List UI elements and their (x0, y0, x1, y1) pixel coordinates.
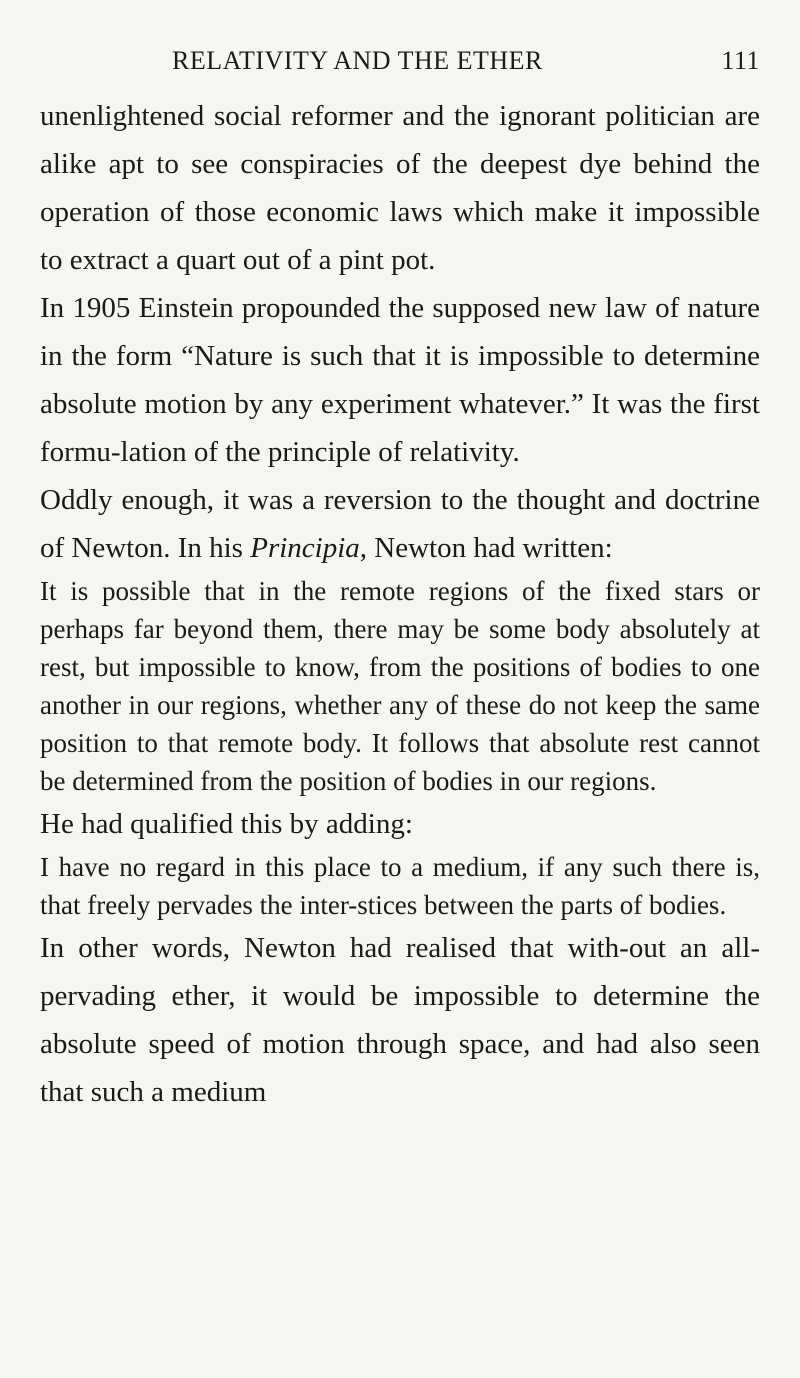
block-quote: It is possible that in the remote regions of the fixed stars or perhaps far beyond them, there may be some body absolutely at rest, but impossible to know, from the positions of bodies to one another in our regions, whether any of these do not keep the same position to that remote body. It follows that absolute rest cannot be determined from the position of bodies in our regions. (40, 576, 760, 796)
paragraph: He had qualified this by adding: (40, 808, 413, 840)
paragraph: In other words, Newton had realised that with-out an all-pervading ether, it would be impossible to determine the absolute speed of motion through space, and had also seen that such a medium (40, 932, 760, 1108)
page-number: 111 (721, 46, 760, 75)
running-header (40, 46, 760, 86)
running-title: RELATIVITY AND THE ETHER (172, 46, 543, 75)
paragraph-text: , Newton had written: (359, 532, 613, 564)
block-quote: I have no regard in this place to a medium, if any such there is, that freely pervades the inter-stices between the parts of bodies. (40, 852, 760, 920)
paragraph-text: Oddly enough, it was a reversion to the thought and doctrine of Newton. In his (40, 484, 760, 564)
body-text (40, 92, 760, 1116)
book-title-italic: Principia (250, 532, 360, 564)
paragraph (40, 476, 760, 572)
paragraph: unenlightened social reformer and the ignorant politician are alike apt to see conspiracies of the deepest dye behind the operation of those economic laws which make it impossible to extract a quart out of a pint pot. (40, 100, 760, 276)
paragraph: In 1905 Einstein propounded the supposed new law of nature in the form “Nature is such that it is impossible to determine absolute motion by any experiment whatever.” It was the first formu-lation of the principle of relativity. (40, 292, 760, 468)
